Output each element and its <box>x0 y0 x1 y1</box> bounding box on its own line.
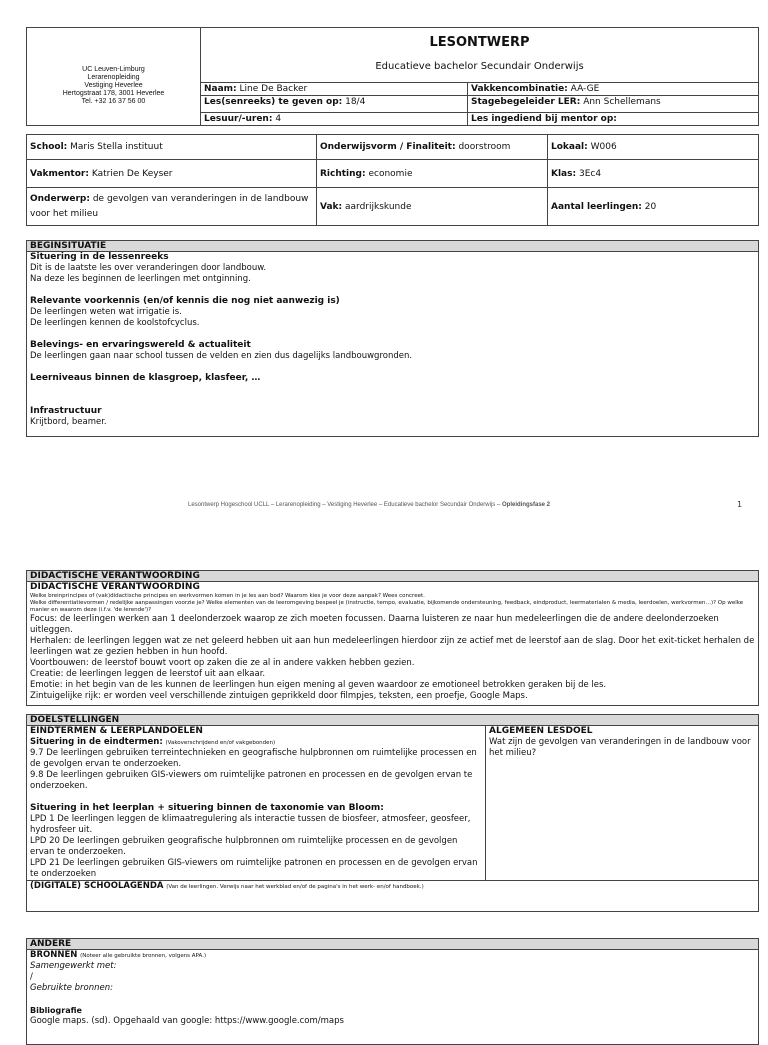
richting-value: economie <box>368 168 413 179</box>
lessenreeks-line: Na deze les beginnen de leerlingen met ontginning. <box>30 274 251 284</box>
eindtermen-heading: EINDTERMEN & LEERPLANDOELEN <box>30 726 203 736</box>
lesdoel-heading: ALGEMEEN LESDOEL <box>489 726 593 736</box>
didactisch-heading: DIDACTISCHE VERANTWOORDING <box>30 582 200 592</box>
page-footer <box>188 502 708 508</box>
lesdoel-text: Wat zijn de gevolgen van veranderingen in de landbouw voor het milieu? <box>489 737 751 758</box>
vakkencombinatie-value: AA-GE <box>570 84 600 94</box>
page-title: LESONTWERP <box>429 35 530 50</box>
didactisch-line: Zintuigelijke rijk: er worden veel verschillende zintuigen geprikkeld door filmpjes, teksten, een proefje, Google Maps. <box>30 691 528 701</box>
didactisch-hint: Welke differentiatievormen / redelijke aanpassingen voorzie je? Welke elementen van de leeromgeving bespeel je (instructie, tempo, evaluatie, bijkomende ondersteuning, feedback, eindproduct, leermaterialen & media, leerdoelen, werkvormen…)? Op welke manier en waarom deze (i.f.v. 'de lerende')? <box>30 600 744 613</box>
lokaal-cell: Lokaal: W006 <box>548 135 759 160</box>
leerniveaus-heading: Leerniveaus binnen de klasgroep, klasfeer, … <box>30 373 261 383</box>
meta-table <box>26 134 759 226</box>
vakkencombinatie-cell: Vakkencombinatie: AA-GE <box>468 83 759 96</box>
beginsituatie-bar: BEGINSITUATIE <box>26 240 759 252</box>
header-table <box>26 27 759 126</box>
vakmentor-value: Katrien De Keyser <box>91 168 173 179</box>
doelstellingen-section <box>26 714 759 912</box>
richting-cell: Richting: economie <box>317 160 548 188</box>
voorkennis-heading: Relevante voorkennis (en/of kennis die nog niet aanwezig is) <box>30 296 340 306</box>
samengewerkt-value: / <box>30 972 33 982</box>
andere-section <box>26 938 759 1045</box>
school-value: Maris Stella instituut <box>70 142 163 152</box>
onderwijsvorm-cell: Onderwijsvorm / Finaliteit: doorstroom <box>317 135 548 160</box>
voorkennis-line: De leerlingen kennen de koolstofcyclus. <box>30 318 200 328</box>
institution-address: Hertogstraat 178, 3001 Heverlee <box>62 89 165 97</box>
onderwerp-value: de gevolgen van veranderingen in de landbouw voor het milieu <box>30 193 309 219</box>
didactisch-line: Focus: de leerlingen werken aan 1 deelonderzoek waarop ze zich moeten focussen. Daarna luisteren ze naar hun medeleerlingen die de andere deelonderzoeken uitleggen. <box>30 614 719 635</box>
eindterm-line: 9.8 De leerlingen gebruiken GIS-viewers om ruimtelijke patronen en processen en de gevolgen ervan te onderzoeken. <box>30 770 473 791</box>
eindtermen-cell <box>27 726 486 881</box>
gebruikte-bronnen-label: Gebruikte bronnen: <box>30 983 113 993</box>
schoolagenda-cell <box>27 881 759 912</box>
didactisch-hint: Welke breinprincipes of (vak)didactische principes en werkvormen komen in je les aan bod? Waarom kies je voor deze aanpak? Wees concreet. <box>30 593 425 599</box>
infrastructuur-line: Krijtbord, beamer. <box>30 417 107 427</box>
les-value: 18/4 <box>345 97 366 107</box>
didactisch-bar: DIDACTISCHE VERANTWOORDING <box>26 570 759 582</box>
page-number: 1 <box>737 500 743 509</box>
schoolagenda-heading: (DIGITALE) SCHOOLAGENDA <box>30 881 164 891</box>
lessenreeks-heading: Situering in de lessenreeks <box>30 252 169 262</box>
leerlingen-value: 20 <box>644 201 657 212</box>
beginsituatie-body <box>26 252 759 437</box>
belevingswereld-line: De leerlingen gaan naar school tussen de velden en zien dus dagelijks landbouwgronden. <box>30 351 413 361</box>
page-subtitle: Educatieve bachelor Secundair Onderwijs <box>375 61 584 72</box>
doelstellingen-table <box>26 726 759 912</box>
leerplan-line: LPD 1 De leerlingen leggen de klimaatregulering als interactie tussen de biosfeer, atmosfeer, geosfeer, hydrosfeer uit. <box>30 814 471 835</box>
vak-cell: Vak: aardrijkskunde <box>317 188 548 226</box>
klas-cell: Klas: 3Ec4 <box>548 160 759 188</box>
school-cell: School: Maris Stella instituut <box>27 135 317 160</box>
institution-dept: Lerarenopleiding <box>87 73 140 81</box>
infrastructuur-heading: Infrastructuur <box>30 406 102 416</box>
didactisch-line: Emotie: in het begin van de les kunnen de leerlingen hun eigen mening al geven waardoor ze emotioneel betrokken geraken bij de les. <box>30 680 607 690</box>
lesuur-cell: Lesuur/-uren: 4 <box>201 113 468 126</box>
eindtermen-sit-heading: Situering in de eindtermen: <box>30 737 163 747</box>
onderwerp-cell: Onderwerp: de gevolgen van veranderingen in de landbouw voor het milieu <box>27 188 317 226</box>
lesdoel-cell <box>486 726 759 881</box>
schoolagenda-note: (Van de leerlingen. Verwijs naar het werkblad en/of de pagina's in het werk- en/of handboek.) <box>166 884 424 890</box>
didactisch-line: Herhalen: de leerlingen leggen wat ze net geleerd hebben uit aan hun medeleerlingen hierdoor zijn ze actief met de leerstof aan de slag. Door het exit-ticket herhalen de leerlingen wat ze gezien hebben in hun hoofd. <box>30 636 755 657</box>
didactisch-line: Voortbouwen: de leerstof bouwt voort op zaken die ze al in andere vakken hebben gezien. <box>30 658 415 668</box>
leerplan-line: LPD 21 De leerlingen gebruiken GIS-viewers om ruimtelijke patronen en processen en de gevolgen ervan te onderzoeken <box>30 858 478 879</box>
leerplan-line: LPD 20 De leerlingen gebruiken geografische hulpbronnen om ruimtelijke processen en de gevolgen ervan te onderzoeken. <box>30 836 458 857</box>
institution-phone: Tel. +32 16 37 56 00 <box>81 97 146 105</box>
institution-cell <box>27 28 201 126</box>
lesuur-value: 4 <box>275 114 282 124</box>
andere-bar: ANDERE <box>26 938 759 950</box>
beginsituatie-section <box>26 240 759 437</box>
samengewerkt-label: Samengewerkt met: <box>30 961 117 971</box>
stage-cell: Stagebegeleider LER: Ann Schellemans <box>468 96 759 113</box>
footer-phase: Opleidingsfase 2 <box>501 502 550 508</box>
stage-value: Ann Schellemans <box>583 97 661 107</box>
institution-name: UC Leuven-Limburg <box>82 65 145 73</box>
lokaal-value: W006 <box>590 142 617 152</box>
doelstellingen-bar: DOELSTELLINGEN <box>26 714 759 726</box>
les-cell: Les(senreeks) te geven op: 18/4 <box>201 96 468 113</box>
naam-cell: Naam: Line De Backer <box>201 83 468 96</box>
footer-text: Lesontwerp Hogeschool UCLL – Lerarenopleiding – Vestiging Heverlee – Educatieve bachelor Secundair Onderwijs – <box>188 502 501 508</box>
bibliografie-heading: Bibliografie <box>30 1006 82 1015</box>
bibliografie-entry: Google maps. (sd). Opgehaald van google: https://www.google.com/maps <box>30 1016 344 1026</box>
vak-value: aardrijkskunde <box>345 201 412 212</box>
belevingswereld-heading: Belevings- en ervaringswereld & actualiteit <box>30 340 251 350</box>
onderwijsvorm-value: doorstroom <box>458 142 511 152</box>
ingediend-cell: Les ingediend bij mentor op: <box>468 113 759 126</box>
klas-value: 3Ec4 <box>578 168 602 179</box>
bronnen-heading: BRONNEN <box>30 950 78 960</box>
eindterm-line: 9.7 De leerlingen gebruiken terreintechnieken en geografische hulpbronnen om ruimtelijke processen en de gevolgen ervan te onderzoeken. <box>30 748 477 769</box>
didactisch-section <box>26 570 759 706</box>
leerlingen-cell: Aantal leerlingen: 20 <box>548 188 759 226</box>
voorkennis-line: De leerlingen weten wat irrigatie is. <box>30 307 182 317</box>
lessenreeks-line: Dit is de laatste les over veranderingen door landbouw. <box>30 263 267 273</box>
andere-body <box>26 950 759 1045</box>
eindtermen-sit-note: (Vakoverschrijdend en/of vakgebonden) <box>165 740 276 746</box>
institution-branch: Vestiging Heverlee <box>84 81 143 89</box>
naam-value: Line De Backer <box>239 84 308 94</box>
vakmentor-cell: Vakmentor: Katrien De Keyser <box>27 160 317 188</box>
didactisch-body <box>26 582 759 706</box>
bronnen-note: (Noteer alle gebruikte bronnen, volgens APA.) <box>80 953 207 959</box>
leerplan-heading: Situering in het leerplan + situering binnen de taxonomie van Bloom: <box>30 803 384 813</box>
didactisch-line: Creatie: de leerlingen leggen de leerstof uit aan elkaar. <box>30 669 266 679</box>
title-cell <box>201 28 759 83</box>
